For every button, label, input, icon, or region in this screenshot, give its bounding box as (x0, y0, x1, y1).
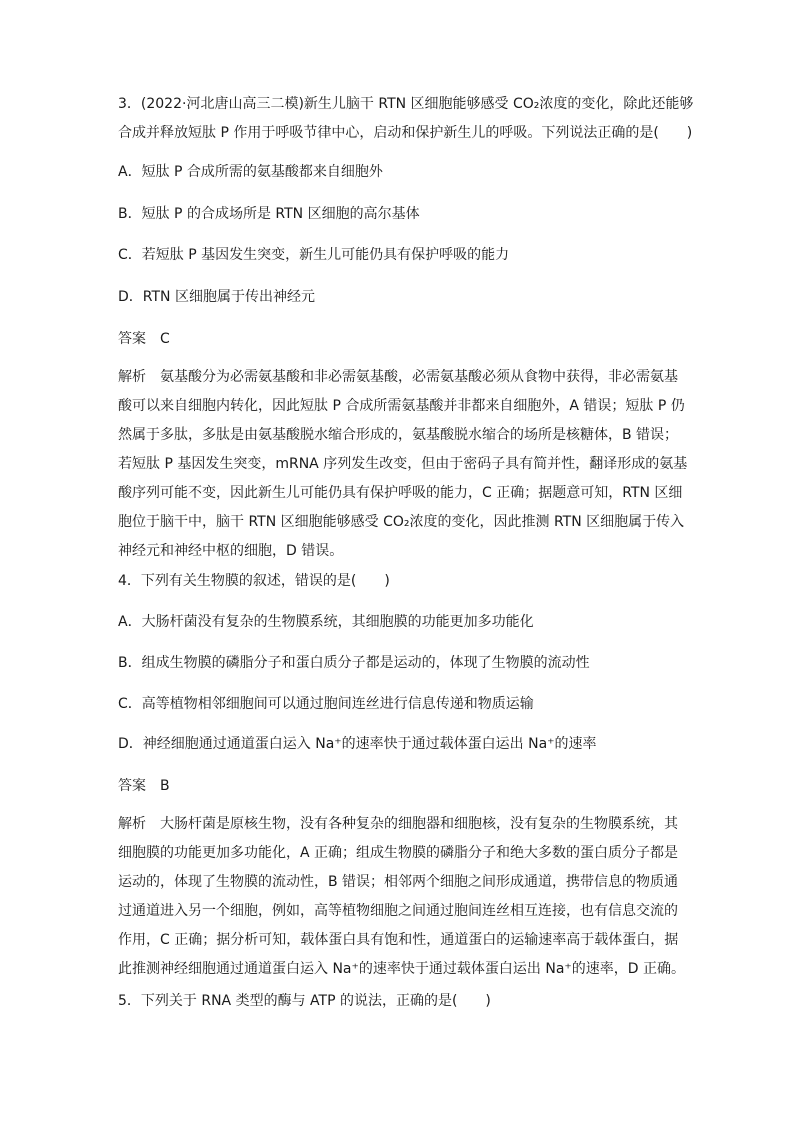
analysis-line: 此推测神经细胞通过通道蛋白运入 Na⁺的速率快于通过载体蛋白运出 Na⁺的速率，D 正确。 (118, 961, 686, 977)
analysis-line: 运动的，体现了生物膜的流动性，B 错误；相邻两个细胞之间形成通道，携带信息的物质通 (118, 874, 679, 890)
question-4-analysis (118, 810, 686, 984)
analysis-line: 神经元和神经中枢的细胞，D 错误。 (118, 543, 344, 559)
analysis-label: 解析 (118, 816, 146, 832)
question-3-option-b: B．短肽 P 的合成场所是 RTN 区细胞的高尔基体 (118, 206, 420, 222)
analysis-line: 解析 大肠杆菌是原核生物，没有各种复杂的细胞器和细胞核，没有复杂的生物膜系统，其 (118, 816, 678, 832)
analysis-line: 解析 氨基酸分为必需氨基酸和非必需氨基酸，必需氨基酸必须从食物中获得，非必需氨基 (118, 369, 678, 385)
analysis-line: 酸可以来自细胞内转化，因此短肽 P 合成所需氨基酸并非都来自细胞外，A 错误；短肽 P 仍 (118, 398, 685, 414)
answer-label: 答案 (118, 331, 146, 347)
stem-line: 3．(2022·河北唐山高三二模)新生儿脑干 RTN 区细胞能够感受 CO₂浓度的变化，除此还能够 (118, 96, 694, 112)
answer-value: C (160, 331, 170, 347)
question-4-option-b: B．组成生物膜的磷脂分子和蛋白质分子都是运动的，体现了生物膜的流动性 (118, 655, 590, 671)
question-3-answer (118, 329, 170, 349)
question-4-answer (118, 776, 170, 796)
question-4-option-d: D．神经细胞通过通道蛋白运入 Na⁺的速率快于通过载体蛋白运出 Na⁺的速率 (118, 736, 597, 752)
analysis-line: 若短肽 P 基因发生突变，mRNA 序列发生改变，但由于密码子具有简并性，翻译形成的氨基 (118, 456, 688, 472)
analysis-line: 作用，C 正确；据分析可知，载体蛋白具有饱和性，通道蛋白的运输速率高于载体蛋白，据 (118, 932, 679, 948)
analysis-line: 酸序列可能不变，因此新生儿可能仍具有保护呼吸的能力，C 正确；据题意可知，RTN 区细 (118, 485, 683, 501)
analysis-label: 解析 (118, 369, 146, 385)
question-5-stem: 5．下列关于 RNA 类型的酶与 ATP 的说法，正确的是( ) (118, 993, 491, 1009)
question-4-option-a: A．大肠杆菌没有复杂的生物膜系统，其细胞膜的功能更加多功能化 (118, 614, 534, 630)
question-3-stem (118, 90, 694, 148)
analysis-line: 然属于多肽，多肽是由氨基酸脱水缩合形成的，氨基酸脱水缩合的场所是核糖体，B 错误； (118, 427, 679, 443)
analysis-line: 胞位于脑干中，脑干 RTN 区细胞能够感受 CO₂浓度的变化，因此推测 RTN 区细胞属于传入 (118, 514, 685, 530)
analysis-line: 细胞膜的功能更加多功能化，A 正确；组成生物膜的磷脂分子和绝大多数的蛋白质分子都是 (118, 845, 679, 861)
question-4-option-c: C．高等植物相邻细胞间可以通过胞间连丝进行信息传递和物质运输 (118, 696, 534, 712)
analysis-line: 过通道进入另一个细胞，例如，高等植物细胞之间通过胞间连丝相互连接，也有信息交流的 (118, 903, 678, 919)
question-3-option-a: A．短肽 P 合成所需的氨基酸都来自细胞外 (118, 164, 383, 180)
question-3-option-d: D．RTN 区细胞属于传出神经元 (118, 289, 315, 305)
answer-value: B (160, 778, 170, 794)
question-3-analysis (118, 363, 688, 566)
question-3-option-c: C．若短肽 P 基因发生突变，新生儿可能仍具有保护呼吸的能力 (118, 247, 510, 263)
answer-label: 答案 (118, 778, 146, 794)
stem-line: 合成并释放短肽 P 作用于呼吸节律中心，启动和保护新生儿的呼吸。下列说法正确的是( ) (118, 125, 693, 141)
question-4-stem: 4．下列有关生物膜的叙述，错误的是( ) (118, 573, 390, 589)
